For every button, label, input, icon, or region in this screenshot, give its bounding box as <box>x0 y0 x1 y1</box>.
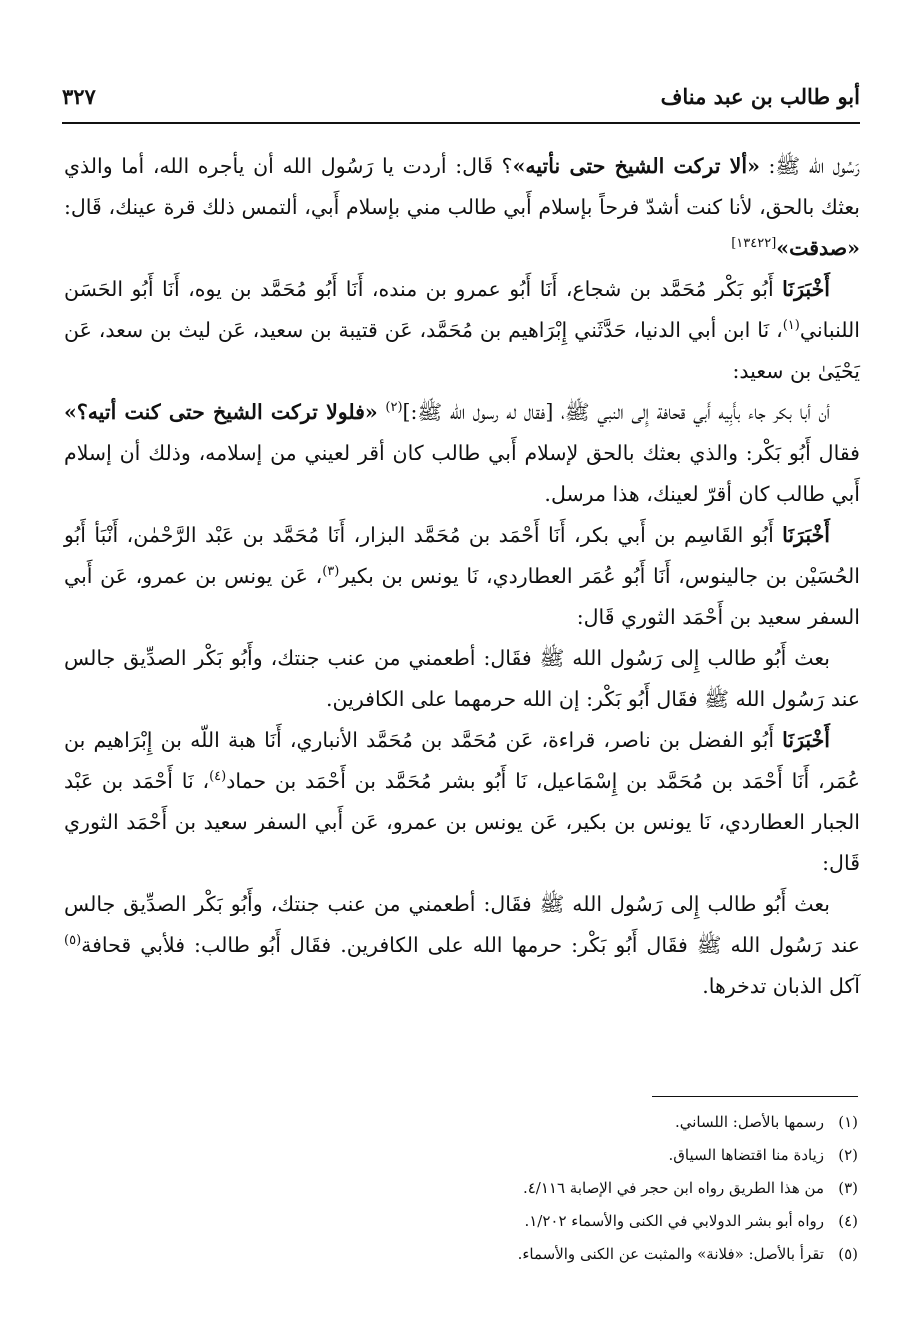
footnote <box>64 1106 858 1139</box>
footnote-number: (١) <box>838 1113 858 1131</box>
hadith-number: [١٣٤٢٢] <box>731 236 777 252</box>
footnote-marker-4: (٤) <box>209 769 227 785</box>
paragraph-6 <box>64 720 860 884</box>
footnote-text: من هذا الطريق رواه ابن حجر في الإصابة ٤/١١٦. <box>522 1179 824 1197</box>
footnote-divider <box>652 1096 858 1097</box>
footnote <box>64 1205 858 1238</box>
paragraph-2-text-a: أَبُو بَكْر مُحَمَّد بن شجاع، أَنَا أَبُو عمرو بن منده، أَنَا أَبُو مُحَمَّد بن يوه، أَنَا أَبُو الحَسَن اللنباني <box>64 277 860 342</box>
akhbarana-heading: أَخْبَرَنَا <box>782 728 830 752</box>
footnote-text: رسمها بالأصل: اللساني. <box>674 1113 824 1131</box>
footnote-text: زيادة منا اقتضاها السياق. <box>668 1146 824 1164</box>
footnote-number: (٤) <box>838 1212 858 1230</box>
paragraph-1-text-a: رَسُول الله ﷺ: <box>759 154 860 178</box>
page-header <box>62 78 860 124</box>
paragraph-6-text-b: ، نَا أَحْمَد بن عَبْد الجبار العطاردي، نَا يونس بن بكير، عَن يونس بن عمرو، عَن أَبي السفر سعيد بن أَحْمَد الثوري قَال: <box>64 769 860 875</box>
paragraph-4-text-b: ، عَن يونس بن عمرو، عَن أَبي السفر سعيد بن أَحْمَد الثوري قَال: <box>64 564 860 629</box>
footnote-number: (٣) <box>838 1179 858 1197</box>
paragraph-1-quote-b: «صدقت» <box>776 236 860 260</box>
paragraph-7-text-b: آكل الذبان تدخرها. <box>702 974 860 998</box>
footnote <box>64 1139 858 1172</box>
footnote <box>64 1172 858 1205</box>
paragraph-1 <box>64 146 860 269</box>
paragraph-7-text-a: بعث أَبُو طالب إِلى رَسُول الله ﷺ فقَال: أطعمني من عنب جنتك، وأَبُو بَكْر الصدِّيق جالس عند رَسُول الله ﷺ فقَال أَبُو بَكْر: حرمها الله على الكافرين. فقَال أَبُو طالب: فلأبي قحافة <box>64 892 860 957</box>
footnote <box>64 1238 858 1271</box>
paragraph-7 <box>64 884 860 1007</box>
footnote-text: رواه أبو بشر الدولابي في الكنى والأسماء ١/٢٠٢. <box>524 1212 824 1230</box>
paragraph-4 <box>64 515 860 638</box>
paragraph-3-text-a: أن أبا بكر جاء بأَبِيه أَبي قحافة إِلى النبي ﷺ، [فقال له رسول الله ﷺ:] <box>402 400 830 424</box>
paragraph-6-text-a: أَبُو الفضل بن ناصر، قراءة، عَن مُحَمَّد بن مُحَمَّد الأنباري، أَنَا هبة اللّه بن إِبْرَاهيم بن عُمَر، أَنَا أَحْمَد بن مُحَمَّد بن إِسْمَاعيل، نَا أَبُو بشر مُحَمَّد بن أَحْمَد بن حماد <box>64 728 861 793</box>
paragraph-4-text-a: أَبُو القَاسِم بن أَبي بكر، أَنَا أَحْمَد بن مُحَمَّد البزار، أَنَا مُحَمَّد بن عَبْد الرَّحْمٰن، أَنْبَأ أَبُو الحُسَيْن بن جالينوس، أَنَا أَبُو عُمَر العطاردي، نَا يونس بن بكير <box>64 523 860 588</box>
akhbarana-heading: أَخْبَرَنَا <box>782 523 830 547</box>
footnote-marker-3: (٣) <box>322 564 340 580</box>
running-title: أبو طالب بن عبد مناف <box>660 84 860 109</box>
paragraph-1-text-b: ؟ قَال: أردت يا رَسُول الله أن يأجره الله، أما والذي بعثك بالحق، لأنا كنت أشدّ فرحاً بإسلام أَبي طالب مني بإسلام أَبي، ألتمس ذلك قرة عينك، قَال: <box>64 154 860 219</box>
paragraph-3-quote: «فلولا تركت الشيخ حتى كنت أتيه؟» <box>64 400 378 424</box>
footnote-number: (٥) <box>838 1245 858 1263</box>
paragraph-1-quote-a: «ألا تركت الشيخ حتى نأتيه» <box>512 154 760 178</box>
paragraph-3 <box>64 392 860 515</box>
paragraph-5: بعث أَبُو طالب إِلى رَسُول الله ﷺ فقَال: أطعمني من عنب جنتك، وأَبُو بَكْر الصدِّيق جالس عند رَسُول الله ﷺ فقَال أَبُو بَكْر: إن الله حرمهما على الكافرين. <box>64 646 860 711</box>
akhbarana-heading: أَخْبَرَنَا <box>782 277 830 301</box>
footnote-number: (٢) <box>838 1146 858 1164</box>
footnote-marker-2: (٢) <box>385 400 403 416</box>
footnote-marker-5: (٥) <box>64 933 82 949</box>
main-text <box>64 146 860 1007</box>
paragraph-2 <box>64 269 860 392</box>
page-number: ٣٢٧ <box>62 84 96 109</box>
footnotes <box>64 1106 858 1271</box>
footnote-text: تقرأ بالأصل: «فلانة» والمثبت عن الكنى والأسماء. <box>517 1245 824 1263</box>
paragraph-2-text-b: ، نَا ابن أبي الدنيا، حَدَّثَني إِبْرَاهيم بن مُحَمَّد، عَن قتيبة بن سعيد، عَن ليث بن سعد، عَن يَحْيَىٰ بن سعيد: <box>64 318 860 383</box>
paragraph-3-text-b: فقال أَبُو بَكْر: والذي بعثك بالحق لإسلام أَبي طالب كان أقر لعيني من إسلامه، وذلك أن إسلام أَبي طالب كان أقرّ لعينك، هذا مرسل. <box>64 441 860 506</box>
footnote-marker-1: (١) <box>782 318 800 334</box>
